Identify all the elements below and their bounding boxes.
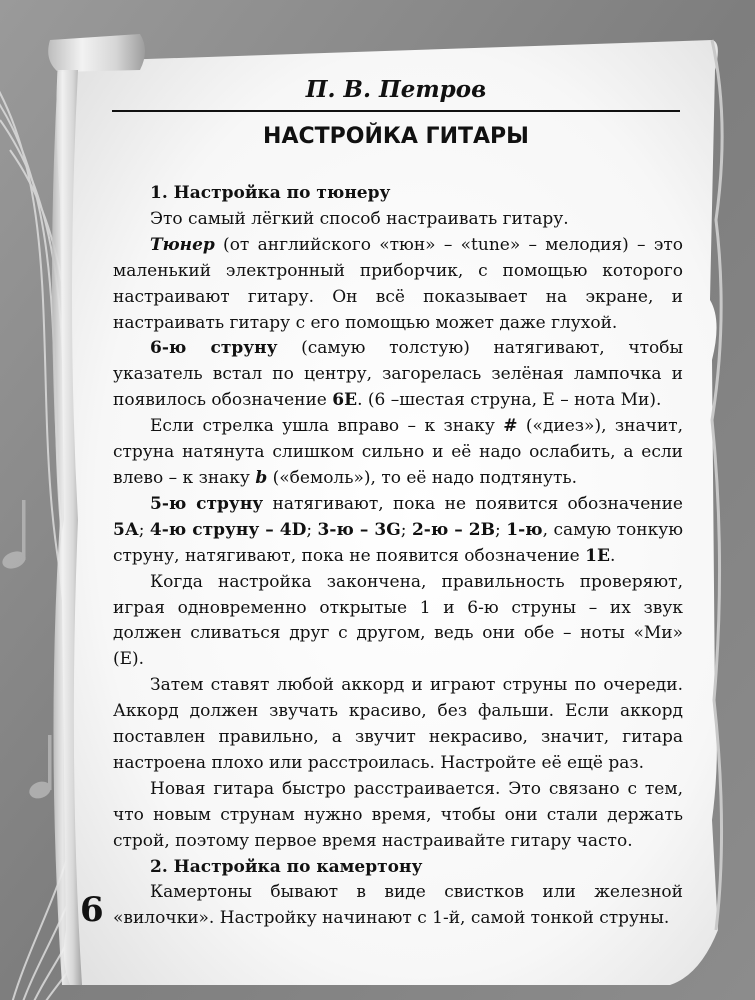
text-run: . (6 –шестая струна, Е – нота Ми).: [357, 390, 662, 411]
term-tuner: Тюнер: [150, 234, 215, 255]
text-run: ;: [306, 519, 318, 540]
author-header: [112, 76, 680, 112]
chapter-title: НАСТРОЙКА ГИТАРЫ: [263, 124, 529, 149]
bold-run: 3-ю – 3G: [317, 519, 401, 540]
text-run: ;: [138, 519, 150, 540]
bold-run: 6Е: [332, 390, 358, 411]
paragraph: [113, 492, 683, 570]
bold-run: 4-ю струну – 4D: [149, 519, 307, 540]
paragraph: Новая гитара быстро расстраивается. Это связано с тем, что новым струнам нужно время, чтобы они стали держать строй, поэтому первое время настраивайте гитару часто.: [113, 778, 683, 851]
section-heading-tuner: 1. Настройка по тюнеру: [150, 183, 391, 203]
bold-run: 1-ю: [506, 519, 543, 540]
header-rule: [112, 110, 680, 112]
bold-run: 2-ю – 2В: [411, 519, 495, 540]
text-run: ;: [400, 519, 412, 540]
text-run: Если стрелка ушла вправо – к знаку: [150, 416, 504, 437]
text-run: , самую тонкую струну, натягивают, пока не появится обозначение: [113, 519, 684, 566]
paragraph: [113, 414, 683, 492]
text-run: (от английского «тюн» – «tune» – мелодия) – это маленький электронный приборчик, с помощью которого настраивают гитару. Он всё показывает на экране, и настраивать гитару с его помощью может даже глухой.: [113, 234, 683, 333]
paragraph: [113, 233, 683, 337]
bold-run: 5-ю струну: [150, 493, 264, 514]
bold-run: 5А: [113, 519, 139, 540]
flat-sign: b: [255, 467, 268, 488]
text-run: («диез»), значит, струна натянута слишком сильно и её надо ослабить, а если влево – к знаку: [113, 416, 683, 488]
bold-run: 1Е: [585, 545, 610, 566]
paragraph: [113, 336, 683, 414]
paragraph: Камертоны бывают в виде свистков или железной «вилочки». Настройку начинают с 1-й, самой тонкой струны.: [113, 882, 683, 929]
article-body: [113, 181, 683, 932]
paragraph: Это самый лёгкий способ настраивать гитару.: [150, 208, 569, 229]
author-name: П. В. Петров: [305, 76, 487, 103]
sharp-sign: #: [503, 416, 518, 437]
section-heading-tuning-fork: 2. Настройка по камертону: [150, 856, 423, 877]
page-number: 6: [80, 890, 104, 930]
text-run: .: [609, 545, 616, 566]
text-run: (самую толстую) натягивают, чтобы указатель встал по центру, загорелась зелёная лампочка и появилось обозначение: [113, 338, 683, 411]
paragraph: Когда настройка закончена, правильность проверяют, играя одновременно открытые 1 и 6-ю струны – их звук должен сливаться друг с другом, ведь они обе – ноты «Ми» (Е).: [113, 571, 683, 670]
text-run: ;: [495, 519, 507, 540]
text-run: («бемоль»), то её надо подтянуть.: [267, 467, 578, 488]
bold-run: 6-ю струну: [150, 338, 278, 359]
scroll-roll-top: [48, 34, 145, 72]
text-run: натягивают, пока не появится обозначение: [263, 493, 683, 514]
paragraph: Затем ставят любой аккорд и играют струны по очереди. Аккорд должен звучать красиво, без фальши. Если аккорд поставлен правильно, а звучит некрасиво, значит, гитара настроена плохо или расстроилась. Настройте её ещё раз.: [113, 675, 683, 773]
